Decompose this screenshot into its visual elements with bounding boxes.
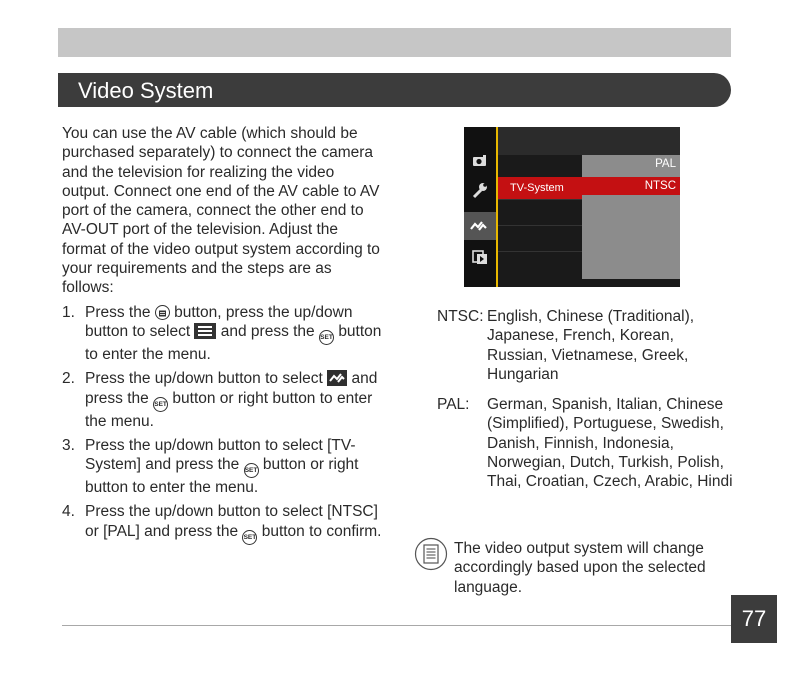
language-list — [437, 307, 737, 503]
video-signal-icon — [327, 370, 347, 386]
set-button-icon: SET — [319, 330, 334, 345]
menu-icon — [194, 323, 216, 339]
set-button-icon: SET — [242, 530, 257, 545]
option-ntsc: NTSC — [582, 177, 680, 195]
tv-system-menu-item: TV-System — [498, 177, 582, 199]
section-title: Video System — [78, 78, 214, 103]
page-number: 77 — [731, 595, 777, 643]
menu-button-icon — [155, 305, 170, 320]
menu-icon-column — [464, 127, 498, 287]
intro-paragraph: You can use the AV cable (which should be purchased separately) to connect the camera and the television for realizing the video output. Connect one end of the AV cable to AV port of the camera, connect the other end to AV-OUT port of the television. Adjust the format of the video output system according to your requirements and the steps are as follows: — [62, 125, 380, 297]
set-button-icon: SET — [244, 463, 259, 478]
note-text: The video output system will change accordingly based upon the selected language. — [454, 540, 706, 596]
note-icon — [414, 537, 448, 571]
screen-header — [498, 127, 680, 155]
instructions-column — [62, 124, 384, 545]
set-button-icon: SET — [153, 397, 168, 412]
step-item: 2. Press the up/down button to select and press the SET button or right button to enter the menu. — [62, 370, 378, 430]
option-dropdown — [582, 155, 680, 279]
section-title-bar — [58, 73, 731, 107]
language-row-pal: PAL: German, Spanish, Italian, Chinese (Simplified), Portuguese, Swedish, Danish, Finnish, Indonesia, Norwegian, Dutch, Turkish, Polish, Thai, Croatian, Czech, Arabic, Hindi — [437, 396, 733, 491]
footer-rule — [62, 625, 731, 626]
wrench-icon — [464, 177, 496, 205]
step-item: 3. Press the up/down button to select [TV-System] and press the SET button or right button to enter the menu. — [62, 436, 359, 497]
playback-icon — [464, 243, 496, 271]
video-signal-icon — [464, 212, 496, 240]
camera-menu-screenshot — [464, 127, 680, 287]
step-item: 1. Press the button, press the up/down button to select and press the SET button to enter the menu. — [62, 303, 382, 363]
header-band — [58, 28, 731, 57]
camera-icon — [464, 148, 496, 176]
step-item: 4. Press the up/down button to select [NTSC] or [PAL] and press the SET button to confirm. — [62, 502, 384, 544]
language-row-ntsc: NTSC: English, Chinese (Traditional), Japanese, French, Korean, Russian, Vietnamese, Greek, Hungarian — [437, 308, 695, 383]
option-pal: PAL — [655, 158, 676, 170]
